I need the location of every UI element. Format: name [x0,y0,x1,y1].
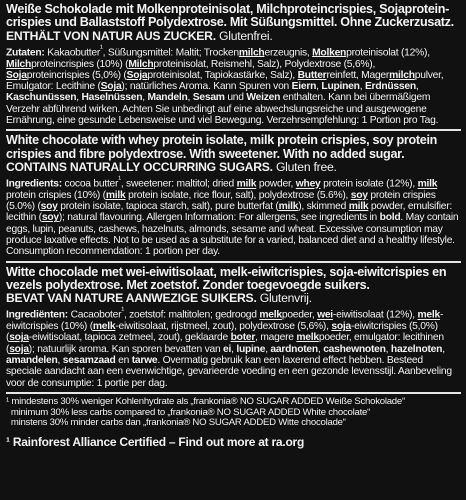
ingredients-nl [6,305,461,389]
allergen: Lupinen [321,81,360,93]
allergen: wei [317,309,333,321]
ing-text: poeder, [281,309,318,321]
allergen: Kaschunüssen [6,92,77,104]
ing-text: . Overmatig gebruik kan een laxerend effect hebben. Besteed speciale aandacht aan een evenwichtige, gevarieerde voeding en een gezonde levensstijl. Aanbeveling voor de consumptie: 1 portie per dag. [6,355,452,389]
allergen: soja [9,343,29,355]
allergen: whey [295,178,321,190]
ing-text: powder, [256,178,296,190]
ing-text: reinfett, Mager [326,69,390,81]
section-dutch [6,266,461,389]
allergen: Soja [6,69,27,81]
ing-text: und [224,92,247,104]
allergen: melk [296,332,319,344]
section-divider [6,261,461,263]
allergen: soy [41,212,59,224]
footnotes [6,397,461,429]
ingredients-title-nl: Ingrediënten: [6,309,68,321]
section-divider [6,392,461,394]
allergen: milk [105,189,126,201]
allergen: Eiern [291,81,317,93]
ing-text: erzeugnis, [264,47,313,59]
allergen: amandelen [6,355,58,367]
allergen: hazelnoten [390,343,443,355]
ing-text: cocoa butter [61,178,119,190]
gluten-free-en: Gluten free. [275,160,337,175]
footnote-marker: ¹ [118,174,121,185]
allergen: lupine [236,343,266,355]
ing-text: , [57,355,63,367]
allergen: melk [92,321,116,333]
ing-text: protein crispies (10%) ( [6,189,106,201]
allergen: soy [40,201,58,213]
ing-text: ); natural flavouring. Allergen Information: For allergens, see ingredients in [58,212,380,224]
ing-text: , [265,343,271,355]
ing-text: proteinisolat (12%), [346,47,430,59]
allergen: soja [331,321,351,333]
allergen: bold [379,212,401,224]
sugar-text-de: ENTHÄLT VON NATUR AUS ZUCKER. [6,28,216,43]
product-description-nl: Witte chocolade met wei-eiwitisolaat, melk-eiwitcrispies, soja-eiwitcrispies en vezels polydextrose. Met zoetstof. Zonder toegevoegde suikers. [6,264,447,293]
ing-text: , [187,92,193,104]
allergen: soja [9,332,29,344]
ing-text: , [316,81,322,93]
allergen: melk [259,309,282,321]
allergen: Milch [6,58,32,70]
product-description-de: Weiße Schokolade mit Molkenproteinisolat, Milchproteincrispies, Sojaprotein-crispies und Ballaststoff Polydextrose. Mit Süßungsmittel. Ohne Zuckerzusatz. [6,2,454,30]
sugar-statement-nl [6,292,461,305]
ing-text: enthalten. Kann bei übermäßigem Verzehr abführend wirken. Achten Sie unbedingt auf eine abwechslungsreiche und ausgewogene Ernährung, eine gesunde Lebensweise und viel Bewegung. Verzehrsempfehlung: 1 Portion pro Tag. [6,92,439,127]
allergen: milk [417,178,438,190]
ingredients-de [6,43,461,127]
product-description-en: White chocolate with whey protein isolate, milk protein crispies, soy protein crispies and fibre polydextrose. With sweetener. With no added sugar. [6,133,438,161]
gluten-free-nl: Glutenvrij. [259,291,312,306]
ing-text: proteinisolat, Tapiokastärke, Salz), [147,69,298,81]
ing-text: , [317,343,324,355]
allergen: milk [236,178,257,190]
ing-text: , zoetstof: maltitolen; gedroogd [123,309,260,321]
allergen: milch [389,69,415,81]
ing-text: , [359,81,365,93]
ing-text: protein isolate (12%), [320,178,418,190]
allergen: milch [238,47,265,59]
ing-text: , magere [255,332,297,344]
ing-text: , Süßungsmittel: Maltit; Trocken [102,47,239,59]
ing-text: , [385,343,391,355]
sugar-statement-de [6,30,461,43]
ing-text: -eiwitisolaat, rijstmeel, zout), polydextrose (5,6%), [115,321,332,333]
allergen: tarwe [131,355,158,367]
allergen: soy [350,189,368,201]
allergen: Weizen [246,92,281,104]
ing-text: powder, emulsifier: lecithin ( [6,201,453,224]
ing-text: -eiwitcrispies (10%) ( [6,309,444,333]
ing-text: en [115,355,132,367]
footnote-en: minimum 30% less carbs compared to „frankonia® NO SUGAR ADDED White chocolate“ [6,406,371,418]
section-german [6,3,461,126]
ing-text: poeder, emulgator: lecithinen ( [6,332,444,355]
gluten-free-de: Glutenfrei. [219,28,273,43]
ing-text: -eiwitisolaat, tapioca zetmeel, zout), geklaarde [28,332,231,344]
allergen: Haselnüssen [81,92,143,104]
ing-text: , [142,92,148,104]
allergen: Erdnüssen [364,81,416,93]
ing-text: ); natuurlijk aroma. Kan sporen bevatten van [28,343,224,355]
certification-note: ¹ Rainforest Alliance Certified – Find out more at ra.org [6,434,305,449]
allergen: Soja [126,69,148,81]
allergen: Mandeln [147,92,188,104]
ing-text: ); natürliches Aroma. Kann Spuren von [121,81,292,93]
ing-text: proteincrispies (10%) ( [31,58,129,70]
footnote-marker: ¹ [121,305,124,316]
ing-text: pulver, Emulgator: Lecithine ( [6,69,444,93]
ing-text: , sweetener: maltitol; dried [120,178,237,190]
allergen: boter [230,332,256,344]
ing-text: proteinisolat, Reismehl, Salz), Polydextrose (5,6%), [153,58,376,70]
ing-text: -eiwitisolaat (12%), [332,309,418,321]
allergen: Butter [297,69,327,81]
ing-text: -eiwitcrispies (5,0%) ( [6,321,438,344]
section-english [6,134,461,257]
ing-text: , [231,343,237,355]
ing-text: protein crispies (5.0%) ( [6,189,436,213]
ing-text: , [415,81,419,93]
ing-text: Kakaobutter [44,47,100,59]
sugar-text-nl: BEVAT VAN NATURE AANWEZIGE SUIKERS. [6,291,257,306]
ingredients-en [6,174,461,258]
allergen: ei [223,343,232,355]
ing-text: , [76,92,82,104]
allergen: Milch [128,58,154,70]
section-divider [6,129,461,131]
allergen: sesamzaad [62,355,116,367]
ing-text: . May contain eggs, lupin, peanuts, cashews, hazelnuts, almonds, sesame and wheat. Excessive consumption may produce laxative effects. Not to be used as a substitute for a varied, balanced diet and a healthy lifestyle. Consumption recommendation: 1 portion per day. [6,212,459,258]
allergen: Molken [312,47,347,59]
footnote-de: ¹ mindestens 30% weniger Kohlenhydrate als „frankonia® NO SUGAR ADDED Weiße Schokolade“ [6,395,405,407]
allergen: Sesam [192,92,225,104]
ing-text: Cacaoboter [67,309,122,321]
ing-text: protein isolate, tapioca starch, salt), pure butterfat ( [57,201,279,213]
allergen: melk [417,309,440,321]
allergen: milk [348,201,369,213]
ing-text: , [442,343,445,355]
ing-text: proteincrispies (5,0%) ( [26,69,127,81]
footnote-nl: minstens 30% minder carbs dan „frankonia® NO SUGAR ADDED Witte chocolade“ [6,417,346,429]
allergen: Soja [100,81,122,93]
allergen: aardnoten [270,343,318,355]
footnote-marker: ¹ [100,42,103,53]
allergen: milk [278,201,299,213]
ingredients-title-en: Ingredients: [6,178,62,190]
ing-text: ), skimmed [298,201,349,213]
ing-text: protein isolate, rice flour, salt), polydextrose (5.6%), [125,189,351,201]
sugar-text-en: CONTAINS NATURALLY OCCURRING SUGARS. [6,160,273,175]
allergen: cashewnoten [323,343,386,355]
sugar-statement-en [6,161,461,174]
ingredients-title-de: Zutaten: [6,47,45,59]
